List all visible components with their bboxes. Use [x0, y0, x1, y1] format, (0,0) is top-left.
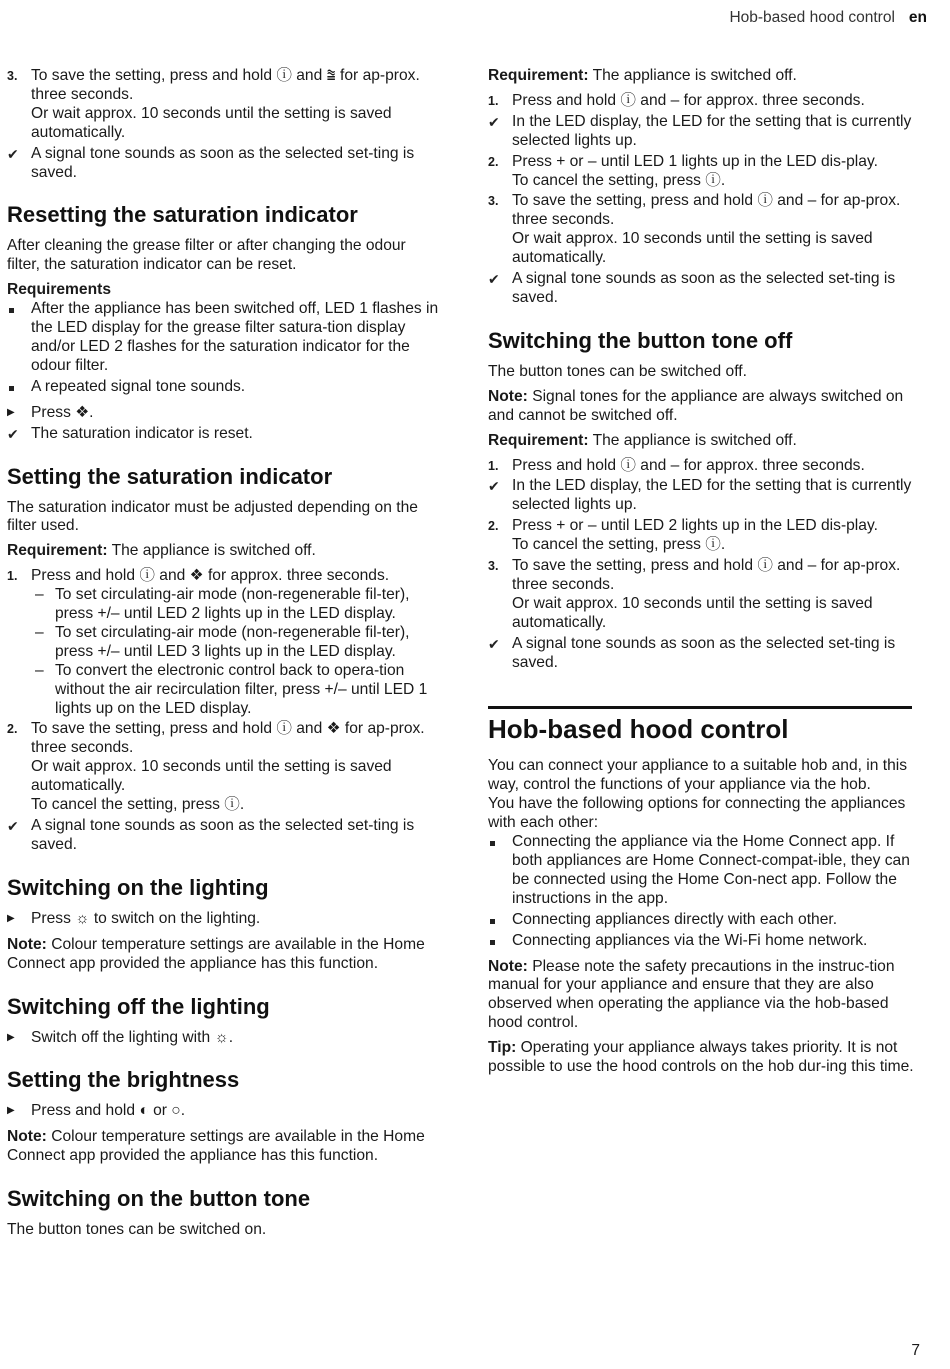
step-number: 3.	[7, 69, 18, 83]
bullet-text: Connecting the appliance via the Home Connect app. If both appliances are Home Connect-compat-ible, they can be connected using the Home Con-nect app. Follow the instructions in the app.	[512, 833, 910, 907]
step-1	[7, 567, 439, 718]
square-bullet-icon	[488, 911, 508, 930]
dash-text: To set circulating-air mode (non-regenerable fil-ter), press +/– until LED 3 lights up in the LED display.	[55, 623, 410, 660]
step-text-secondary: Or wait approx. 10 seconds until the setting is saved automatically.	[512, 594, 873, 631]
action-text: Press ☼ to switch on the lighting.	[31, 909, 261, 927]
action-text: Press ❖.	[31, 403, 94, 421]
step-3	[7, 67, 439, 143]
action-text: Switch off the lighting with ☼.	[31, 1028, 234, 1046]
check-icon: ✔	[488, 271, 500, 288]
check-icon: ✔	[7, 145, 19, 162]
step-2	[488, 153, 922, 191]
result-item	[7, 817, 439, 855]
header-section-title: Hob-based hood control	[729, 9, 895, 26]
note-line	[7, 936, 439, 974]
chapter-title: Hob-based hood control	[488, 714, 789, 745]
bullet-text: Connecting appliances via the Wi-Fi home network.	[512, 931, 868, 949]
heading-resetting-saturation: Resetting the saturation indicator	[7, 202, 358, 228]
step-text: Press + or – until LED 2 lights up in the LED dis-play.	[512, 517, 878, 535]
step-text-cancel: To cancel the setting, press ⓘ.	[512, 536, 726, 554]
result-item	[488, 477, 922, 515]
bullet-text: A repeated signal tone sounds.	[31, 377, 246, 395]
result-item	[488, 635, 922, 673]
note-label: Note:	[7, 1128, 47, 1146]
square-bullet-icon	[488, 932, 508, 951]
heading-switching-on-button-tone: Switching on the button tone	[7, 1186, 311, 1212]
result-item	[7, 145, 439, 183]
page-number: 7	[911, 1342, 920, 1360]
action-item	[7, 910, 439, 929]
heading-switching-button-tone-off: Switching the button tone off	[488, 327, 793, 353]
step-number: 3.	[488, 559, 499, 574]
action-text: Press and hold ◐ or ○.	[31, 1102, 186, 1120]
result-text: In the LED display, the LED for the setting that is currently selected lights up.	[512, 477, 912, 514]
header-language: en	[908, 9, 927, 26]
paragraph: The button tones can be switched off.	[488, 362, 747, 380]
note-label: Note:	[7, 935, 47, 953]
action-item	[7, 404, 439, 423]
heading-switching-off-lighting: Switching off the lighting	[7, 993, 270, 1019]
bullet-item	[7, 300, 439, 376]
requirement-line	[7, 542, 439, 561]
step-text-secondary: Or wait approx. 10 seconds until the setting is saved automatically.	[31, 758, 392, 795]
result-text: A signal tone sounds as soon as the selected set-ting is saved.	[512, 634, 896, 671]
paragraph: The button tones can be switched on.	[7, 1221, 267, 1239]
dash-item	[31, 662, 439, 719]
step-text: Press + or – until LED 1 lights up in the LED dis-play.	[512, 152, 878, 170]
result-text: The saturation indicator is reset.	[31, 424, 253, 442]
dash-icon: –	[35, 586, 44, 604]
note-label: Note:	[488, 387, 528, 405]
dash-text: To convert the electronic control back to opera-tion without the air recirculation filter, press +/– until LED 1 lights up on the LED display.	[55, 661, 428, 717]
dash-item	[31, 586, 439, 624]
square-bullet-icon	[488, 833, 508, 852]
square-bullet-icon	[7, 300, 27, 319]
dash-icon: –	[35, 661, 44, 679]
requirements-label: Requirements	[7, 281, 111, 299]
step-text: Press and hold ⓘ and – for approx. three seconds.	[512, 456, 865, 474]
heading-setting-saturation: Setting the saturation indicator	[7, 463, 333, 489]
check-icon: ✔	[7, 425, 19, 442]
triangle-bullet-icon: ▶	[7, 912, 15, 924]
step-text-cancel: To cancel the setting, press ⓘ.	[512, 171, 726, 189]
step-text-secondary: Or wait approx. 10 seconds until the setting is saved automatically.	[512, 230, 873, 267]
check-icon: ✔	[488, 635, 500, 652]
action-item	[7, 1102, 439, 1121]
note-text: Colour temperature settings are available in the Home Connect app provided the appliance has this function.	[7, 935, 425, 972]
step-2	[7, 720, 439, 815]
step-number: 2.	[488, 519, 499, 534]
step-3	[488, 557, 922, 633]
step-text: To save the setting, press and hold ⓘ and ⩰ for ap-prox. three seconds.	[31, 67, 420, 103]
step-1	[488, 92, 922, 111]
check-icon: ✔	[488, 113, 500, 130]
step-text: Press and hold ⓘ and ❖ for approx. three seconds.	[31, 567, 390, 585]
note-text: Colour temperature settings are available in the Home Connect app provided the appliance has this function.	[7, 1128, 425, 1165]
bullet-text: Connecting appliances directly with each other.	[512, 910, 838, 928]
step-text: To save the setting, press and hold ⓘ and – for ap-prox. three seconds.	[512, 557, 901, 593]
dash-text: To set circulating-air mode (non-regenerable fil-ter), press +/– until LED 2 lights up in the LED display.	[55, 586, 410, 623]
step-number: 1.	[488, 458, 499, 473]
requirement-label: Requirement:	[488, 67, 589, 84]
note-text: Please note the safety precautions in the instruc-tion manual for your appliance and ensure that they are also observed when operating the appliance via the hob-based hood control.	[488, 957, 895, 1032]
result-text: A signal tone sounds as soon as the selected set-ting is saved.	[31, 817, 415, 853]
requirement-text: The appliance is switched off.	[107, 542, 316, 560]
chapter-rule	[488, 706, 912, 744]
paragraph: The saturation indicator must be adjusted depending on the filter used.	[7, 498, 418, 535]
result-text: A signal tone sounds as soon as the selected set-ting is saved.	[31, 144, 415, 181]
tip-label: Tip:	[488, 1039, 517, 1057]
bullet-text: After the appliance has been switched off, LED 1 flashes in the LED display for the grease filter satura-tion display and/or LED 2 flashes for the saturation indicator for the odour filter.	[31, 300, 439, 374]
triangle-bullet-icon: ▶	[7, 1105, 15, 1117]
note-line	[488, 388, 922, 426]
square-bullet-icon	[7, 378, 27, 397]
heading-setting-brightness: Setting the brightness	[7, 1067, 240, 1093]
step-number: 3.	[488, 194, 499, 209]
bullet-item	[488, 833, 922, 909]
result-text: A signal tone sounds as soon as the selected set-ting is saved.	[512, 270, 896, 306]
step-text: To save the setting, press and hold ⓘ and ❖ for ap-prox. three seconds.	[31, 720, 425, 757]
paragraph: You can connect your appliance to a suitable hob and, in this way, control the functions of your appliance via the hob.	[488, 757, 908, 794]
note-line	[7, 1128, 439, 1166]
bullet-item	[7, 378, 439, 397]
step-number: 1.	[488, 93, 499, 108]
paragraph: After cleaning the grease filter or after changing the odour filter, the saturation indicator can be reset.	[7, 237, 406, 274]
dash-item	[31, 624, 439, 662]
result-item	[488, 113, 922, 151]
result-item	[488, 270, 922, 308]
action-item	[7, 1029, 439, 1048]
note-line	[488, 958, 922, 1034]
left-column	[7, 67, 439, 1246]
step-text: To save the setting, press and hold ⓘ and – for ap-prox. three seconds.	[512, 192, 901, 229]
requirement-label: Requirement:	[7, 542, 108, 560]
check-icon: ✔	[488, 478, 500, 495]
step-number: 2.	[7, 722, 18, 737]
right-column	[488, 67, 922, 1083]
check-icon: ✔	[7, 818, 19, 834]
page-header	[729, 9, 927, 28]
step-text-cancel: To cancel the setting, press ⓘ.	[31, 796, 245, 814]
paragraph: You have the following options for connecting the appliances with each other:	[488, 795, 906, 832]
step-number: 2.	[488, 154, 499, 169]
result-item	[7, 425, 439, 444]
step-1	[488, 457, 922, 476]
step-3	[488, 192, 922, 268]
step-number: 1.	[7, 569, 18, 584]
step-2	[488, 517, 922, 555]
triangle-bullet-icon: ▶	[7, 406, 15, 418]
result-text: In the LED display, the LED for the setting that is currently selected lights up.	[512, 112, 912, 149]
tip-line	[488, 1039, 922, 1077]
requirement-text: The appliance is switched off.	[588, 67, 797, 84]
step-text: Press and hold ⓘ and – for approx. three seconds.	[512, 91, 865, 109]
tip-text: Operating your appliance always takes priority. It is not possible to use the hood controls on the hob dur-ing this time.	[488, 1039, 914, 1076]
requirement-label: Requirement:	[488, 431, 589, 449]
note-text: Signal tones for the appliance are always switched on and cannot be switched off.	[488, 387, 904, 424]
triangle-bullet-icon: ▶	[7, 1031, 15, 1043]
bullet-item	[488, 911, 922, 930]
bullet-item	[488, 932, 922, 951]
requirement-line	[488, 67, 922, 86]
dash-icon: –	[35, 623, 44, 641]
requirement-line	[488, 432, 922, 451]
note-label: Note:	[488, 957, 528, 975]
step-text-secondary: Or wait approx. 10 seconds until the setting is saved automatically.	[31, 104, 392, 141]
heading-switching-on-lighting: Switching on the lighting	[7, 874, 269, 900]
requirement-text: The appliance is switched off.	[588, 431, 797, 449]
